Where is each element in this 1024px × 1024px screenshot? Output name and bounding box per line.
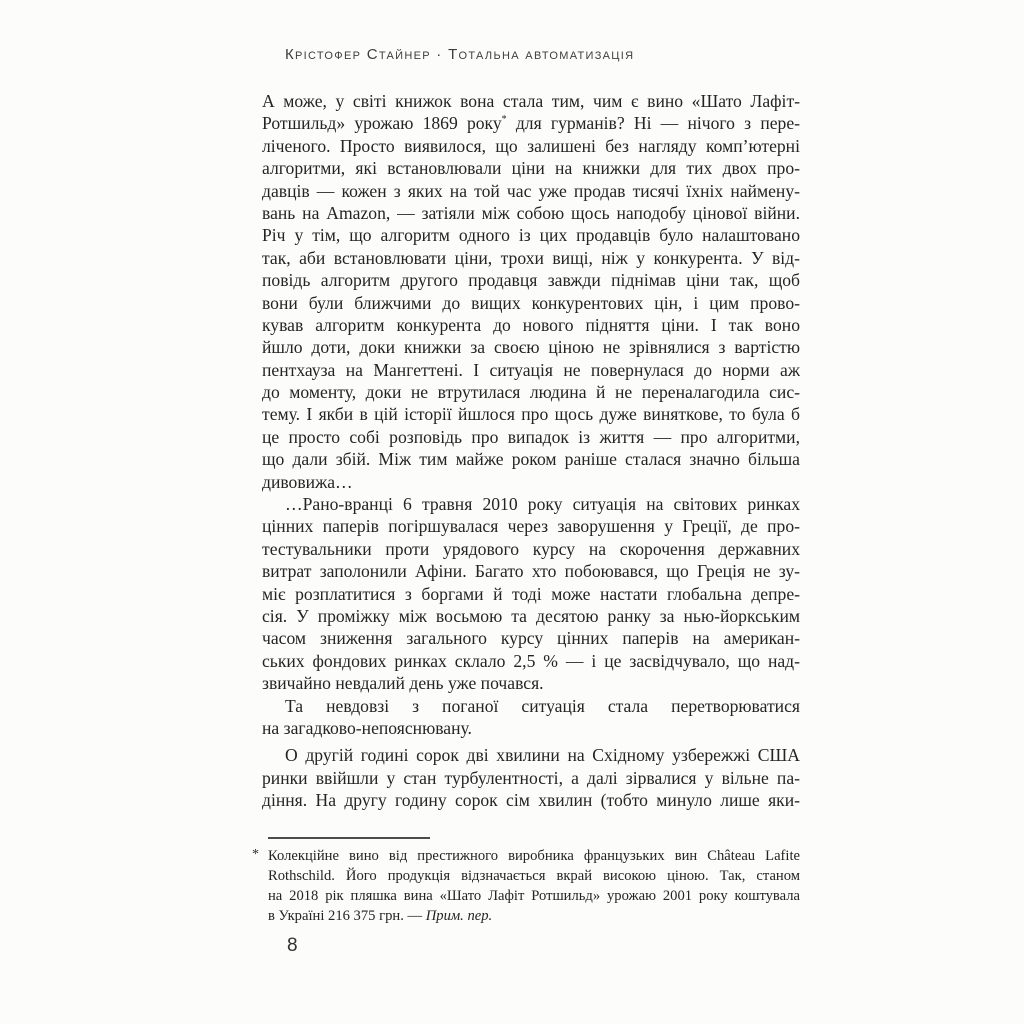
text-segment: вань на Amazon, — затіяли між собою щось наподобу цінової війни. (262, 202, 800, 223)
text-line (262, 744, 800, 766)
text-line (268, 906, 800, 926)
text-segment: повідь алгоритм другого продавця завжди піднімав ціни так, щоб (262, 270, 800, 291)
text-line (268, 866, 800, 886)
text-line (262, 224, 800, 246)
text-segment: діння. На другу годину сорок сім хвилин (тобто минуло лише яки- (262, 790, 800, 811)
text-line (262, 90, 800, 112)
paragraph (262, 493, 800, 695)
text-segment: тему. І якби в цій історії йшлося про щось дуже виняткове, то була б (262, 404, 800, 425)
paragraph (262, 695, 800, 740)
text-segment: кував алгоритм конкурента до нового підняття ціни. І так воно (262, 314, 800, 335)
text-line (262, 403, 800, 425)
text-line (262, 672, 800, 694)
body-text (262, 90, 800, 812)
running-header: Крістофер Стайнер · Тотальна автоматизація (285, 46, 635, 63)
text-segment: вони були ближчими до вищих конкурентових цін, і цим прово- (262, 292, 800, 313)
text-line (262, 448, 800, 470)
text-segment: на 2018 рік пляшка вина «Шато Лафіт Ротшильд» урожаю 2001 року коштувала (268, 888, 800, 904)
text-line (262, 247, 800, 269)
text-line (262, 767, 800, 789)
text-segment: часом зниження загального курсу цінних паперів на американ- (262, 628, 800, 649)
text-line (262, 157, 800, 179)
text-line (262, 381, 800, 403)
text-line (262, 560, 800, 582)
text-segment: для гурманів? Ні — нічого з пере- (506, 113, 800, 134)
text-line (262, 717, 800, 739)
text-segment: тестувальники проти урядового курсу на скорочення державних (262, 538, 800, 559)
text-line (262, 650, 800, 672)
text-segment: йшло доти, доки книжки за своєю ціною не зрівнялися з вартістю (262, 337, 800, 358)
text-line (262, 202, 800, 224)
text-segment: на загадково-непояснювану. (262, 717, 472, 738)
text-line (262, 789, 800, 811)
text-line (262, 336, 800, 358)
text-segment: Річ у тім, що алгоритм одного із цих продавців було налаштовано (262, 225, 800, 246)
text-line (262, 627, 800, 649)
text-segment: так, аби встановлювати ціни, трохи вищі, ніж у конкурента. У від- (262, 247, 800, 268)
text-segment: Ротшильд» урожаю 1869 року (262, 113, 502, 134)
footnote-lines (268, 846, 800, 926)
text-line (262, 269, 800, 291)
text-line (262, 292, 800, 314)
page-number: 8 (287, 935, 298, 956)
text-segment: ських фондових ринках склало 2,5 % — і це засвідчувало, що над- (262, 650, 800, 671)
text-segment: витрат заполонили Афіни. Багато хто побоювався, що Греція не зу- (262, 561, 800, 582)
text-segment: що дали збій. Між тим майже роком раніше сталася значно більша (262, 449, 800, 470)
text-line (268, 846, 800, 866)
paragraph (262, 90, 800, 493)
text-segment: Та невдовзі з поганої ситуація стала перетворюватися (285, 695, 800, 716)
text-segment: Прим. пер. (425, 908, 493, 924)
text-line (262, 515, 800, 537)
text-segment: в Україні 216 375 грн. — (268, 908, 426, 924)
text-segment: Rothschild. Його продукція відзначається вкрай високою ціною. Так, станом (268, 868, 800, 884)
text-line (262, 180, 800, 202)
text-segment: міє розплатитися з боргами й тоді може настати глобальна депре- (262, 583, 800, 604)
text-line (262, 359, 800, 381)
text-line (262, 471, 800, 493)
text-segment: це просто собі розповідь про випадок із життя — про алгоритми, (262, 426, 800, 447)
text-segment: пентхауза на Мангеттені. І ситуація не повернулася до норми аж (262, 359, 800, 380)
text-segment: Колекційне вино від престижного виробника французьких вин Château Lafite (268, 848, 800, 864)
text-segment: А може, у світі книжок вона стала тим, чим є вино «Шато Лафіт- (262, 91, 800, 111)
text-line (262, 314, 800, 336)
text-line (262, 695, 800, 717)
text-segment: дивовижа… (262, 471, 353, 492)
text-line (262, 605, 800, 627)
text-line (262, 493, 800, 515)
text-segment: сія. У проміжку між восьмою та десятою ранку за нью-йоркським (262, 605, 800, 626)
text-segment: до моменту, доки не втрутилася людина й не переналагодила сис- (262, 382, 800, 403)
text-line (262, 583, 800, 605)
footnote-marker: * (252, 847, 259, 862)
paragraph (262, 744, 800, 811)
text-segment: О другій годині сорок дві хвилини на Східному узбережжі США (285, 745, 800, 766)
footnote (252, 846, 800, 926)
text-line (262, 135, 800, 157)
text-segment: давців — кожен з яких на той час уже продав тисячі їхніх наймену- (262, 180, 800, 201)
text-segment: …Рано-вранці 6 травня 2010 року ситуація на світових ринках (285, 494, 800, 515)
footnote-rule (268, 837, 430, 839)
text-segment: ліченого. Просто виявилося, що залишені без нагляду комп’ютерні (262, 135, 800, 156)
text-segment: ринки ввійшли у стан турбулентності, а далі зірвалися у вільне па- (262, 767, 800, 788)
text-segment: алгоритми, які встановлювали ціни на книжки для тих двох про- (262, 158, 800, 179)
footnote-reference-mark: * (501, 114, 507, 126)
text-line (262, 426, 800, 448)
text-line (268, 886, 800, 906)
text-line (262, 112, 800, 134)
text-segment: цінних паперів погіршувалася через заворушення у Греції, де про- (262, 516, 800, 537)
text-segment: звичайно невдалий день уже почався. (262, 673, 544, 694)
text-line (262, 538, 800, 560)
